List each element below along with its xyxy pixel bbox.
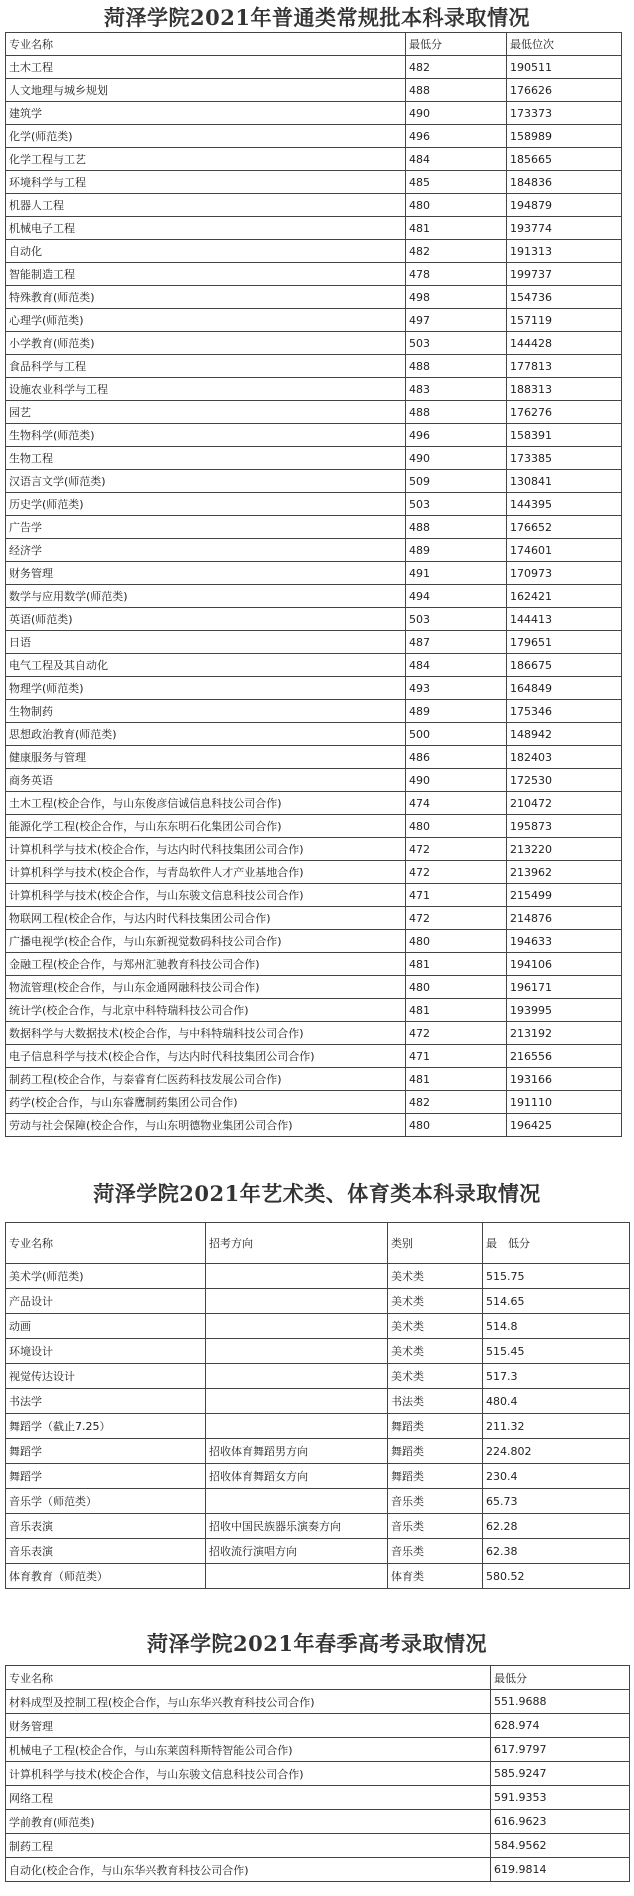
- table-cell: 182403: [507, 746, 622, 769]
- header-cell: 专业名称: [6, 1666, 491, 1690]
- table-cell: 176626: [507, 79, 622, 102]
- table-cell: 194106: [507, 953, 622, 976]
- table-cell: 144395: [507, 493, 622, 516]
- table-row: [6, 1738, 630, 1762]
- table-cell: 515.45: [483, 1339, 630, 1364]
- table-cell: 193774: [507, 217, 622, 240]
- table-row: [6, 999, 622, 1022]
- table-cell: 616.9623: [491, 1810, 630, 1834]
- table-row: [6, 102, 622, 125]
- table-cell: 环境设计: [6, 1339, 206, 1364]
- table-cell: 环境科学与工程: [6, 171, 406, 194]
- table-cell: 580.52: [483, 1564, 630, 1589]
- table-cell: [206, 1364, 388, 1389]
- table-cell: 177813: [507, 355, 622, 378]
- table-cell: 招收中国民族器乐演奏方向: [206, 1514, 388, 1539]
- table-row: [6, 585, 622, 608]
- table-cell: 483: [406, 378, 507, 401]
- table-row: [6, 1714, 630, 1738]
- table-row: [6, 240, 622, 263]
- table-row: [6, 907, 622, 930]
- table-row: [6, 378, 622, 401]
- table-cell: 213192: [507, 1022, 622, 1045]
- table-cell: 自动化(校企合作，与山东华兴教育科技公司合作): [6, 1858, 491, 1882]
- table-cell: 物联网工程(校企合作，与达内时代科技集团公司合作): [6, 907, 406, 930]
- table-cell: 551.9688: [491, 1690, 630, 1714]
- table-cell: 496: [406, 125, 507, 148]
- table-cell: 数据科学与大数据技术(校企合作，与中科特瑞科技公司合作): [6, 1022, 406, 1045]
- table-cell: 517.3: [483, 1364, 630, 1389]
- table-cell: 472: [406, 838, 507, 861]
- table-row: [6, 1834, 630, 1858]
- header-cell: 最低分: [491, 1666, 630, 1690]
- table-row: [6, 1068, 622, 1091]
- table-cell: 招收流行演唱方向: [206, 1539, 388, 1564]
- table-cell: 619.9814: [491, 1858, 630, 1882]
- table-cell: 美术类: [388, 1364, 483, 1389]
- table-cell: 584.9562: [491, 1834, 630, 1858]
- table-cell: 199737: [507, 263, 622, 286]
- table-cell: 157119: [507, 309, 622, 332]
- table-cell: 172530: [507, 769, 622, 792]
- header-cell: 专业名称: [6, 33, 406, 56]
- table-cell: 490: [406, 102, 507, 125]
- table-row: [6, 1539, 630, 1564]
- table-row: [6, 1314, 630, 1339]
- table-cell: 498: [406, 286, 507, 309]
- table-cell: 食品科学与工程: [6, 355, 406, 378]
- table-row: [6, 56, 622, 79]
- table-row: [6, 1858, 630, 1882]
- art-sports-admission-table: [5, 1222, 630, 1589]
- table-cell: 191313: [507, 240, 622, 263]
- table-row: [6, 1114, 622, 1137]
- table-row: [6, 1489, 630, 1514]
- header-row: [6, 1223, 630, 1264]
- table-cell: 金融工程(校企合作，与郑州汇驰教育科技公司合作): [6, 953, 406, 976]
- table-cell: 英语(师范类): [6, 608, 406, 631]
- table-cell: 471: [406, 1045, 507, 1068]
- table-cell: 62.38: [483, 1539, 630, 1564]
- table-cell: 481: [406, 217, 507, 240]
- table-row: [6, 1786, 630, 1810]
- table-cell: 舞蹈类: [388, 1414, 483, 1439]
- table-cell: 154736: [507, 286, 622, 309]
- header-row: [6, 33, 622, 56]
- table-cell: 488: [406, 355, 507, 378]
- table-cell: 585.9247: [491, 1762, 630, 1786]
- table-row: [6, 654, 622, 677]
- table-cell: 170973: [507, 562, 622, 585]
- table-row: [6, 79, 622, 102]
- table-cell: 舞蹈类: [388, 1464, 483, 1489]
- table-cell: 472: [406, 861, 507, 884]
- table-cell: 美术类: [388, 1289, 483, 1314]
- table-cell: 472: [406, 1022, 507, 1045]
- table-cell: 196425: [507, 1114, 622, 1137]
- table-cell: 计算机科学与技术(校企合作，与达内时代科技集团公司合作): [6, 838, 406, 861]
- table-cell: 486: [406, 746, 507, 769]
- table-row: [6, 838, 622, 861]
- table-row: [6, 1514, 630, 1539]
- table-cell: 494: [406, 585, 507, 608]
- table-cell: 496: [406, 424, 507, 447]
- table-cell: 175346: [507, 700, 622, 723]
- table-cell: 制药工程(校企合作，与泰睿育仁医药科技发展公司合作): [6, 1068, 406, 1091]
- table-cell: 196171: [507, 976, 622, 999]
- table-cell: 制药工程: [6, 1834, 491, 1858]
- header-cell: 最低分: [406, 33, 507, 56]
- table-cell: 591.9353: [491, 1786, 630, 1810]
- table-cell: 能源化学工程(校企合作，与山东东明石化集团公司合作): [6, 815, 406, 838]
- header-cell: 最低位次: [507, 33, 622, 56]
- table-cell: 土木工程: [6, 56, 406, 79]
- table-cell: 184836: [507, 171, 622, 194]
- table-cell: 计算机科学与技术(校企合作，与山东骏文信息科技公司合作): [6, 884, 406, 907]
- table-cell: 148942: [507, 723, 622, 746]
- header-cell: 专业名称: [6, 1223, 206, 1264]
- table-cell: [206, 1314, 388, 1339]
- table-cell: 动画: [6, 1314, 206, 1339]
- table-cell: 480: [406, 930, 507, 953]
- table-cell: 化学(师范类): [6, 125, 406, 148]
- section2-title: 菏泽学院2021年艺术类、体育类本科录取情况: [93, 1181, 541, 1206]
- table-row: [6, 286, 622, 309]
- table-cell: 书法类: [388, 1389, 483, 1414]
- table-cell: 488: [406, 401, 507, 424]
- table-cell: 162421: [507, 585, 622, 608]
- table-cell: 482: [406, 1091, 507, 1114]
- table-cell: 生物工程: [6, 447, 406, 470]
- table-row: [6, 1414, 630, 1439]
- table-cell: 214876: [507, 907, 622, 930]
- table-row: [6, 125, 622, 148]
- table-cell: 健康服务与管理: [6, 746, 406, 769]
- table-cell: 158989: [507, 125, 622, 148]
- table-cell: 489: [406, 539, 507, 562]
- table-cell: 土木工程(校企合作，与山东俊彦信诚信息科技公司合作): [6, 792, 406, 815]
- table-cell: 481: [406, 999, 507, 1022]
- table-cell: 179651: [507, 631, 622, 654]
- table-cell: 舞蹈学（截止7.25）: [6, 1414, 206, 1439]
- table-cell: 213962: [507, 861, 622, 884]
- table-cell: 487: [406, 631, 507, 654]
- table-cell: 视觉传达设计: [6, 1364, 206, 1389]
- table-cell: 音乐类: [388, 1539, 483, 1564]
- table-cell: 小学教育(师范类): [6, 332, 406, 355]
- table-cell: 472: [406, 907, 507, 930]
- table-row: [6, 1810, 630, 1834]
- table-row: [6, 700, 622, 723]
- table-cell: 舞蹈学: [6, 1439, 206, 1464]
- table-cell: 心理学(师范类): [6, 309, 406, 332]
- header-cell: 最 低分: [483, 1223, 630, 1264]
- table-cell: 体育类: [388, 1564, 483, 1589]
- table-cell: 497: [406, 309, 507, 332]
- table-cell: 130841: [507, 470, 622, 493]
- table-row: [6, 861, 622, 884]
- table-row: [6, 263, 622, 286]
- table-cell: 515.75: [483, 1264, 630, 1289]
- table-row: [6, 1389, 630, 1414]
- table-row: [6, 516, 622, 539]
- table-cell: 185665: [507, 148, 622, 171]
- table-row: [6, 148, 622, 171]
- table-cell: 统计学(校企合作，与北京中科特瑞科技公司合作): [6, 999, 406, 1022]
- table-row: [6, 1364, 630, 1389]
- table-row: [6, 631, 622, 654]
- table-cell: 509: [406, 470, 507, 493]
- section1-title: 菏泽学院2021年普通类常规批本科录取情况: [104, 5, 530, 30]
- table-cell: [206, 1489, 388, 1514]
- table-cell: 471: [406, 884, 507, 907]
- table-cell: 173385: [507, 447, 622, 470]
- table-cell: 173373: [507, 102, 622, 125]
- table-cell: 机械电子工程: [6, 217, 406, 240]
- table-cell: 材料成型及控制工程(校企合作，与山东华兴教育科技公司合作): [6, 1690, 491, 1714]
- table-cell: 503: [406, 332, 507, 355]
- table-cell: 480.4: [483, 1389, 630, 1414]
- table-cell: 628.974: [491, 1714, 630, 1738]
- table-cell: 音乐表演: [6, 1514, 206, 1539]
- table-cell: 美术类: [388, 1264, 483, 1289]
- table-row: [6, 171, 622, 194]
- table-cell: 计算机科学与技术(校企合作，与青岛软件人才产业基地合作): [6, 861, 406, 884]
- spring-exam-admission-table: [5, 1665, 630, 1882]
- table-cell: 商务英语: [6, 769, 406, 792]
- table-cell: 482: [406, 56, 507, 79]
- table-cell: 481: [406, 1068, 507, 1091]
- table-row: [6, 677, 622, 700]
- table-cell: 经济学: [6, 539, 406, 562]
- table-row: [6, 355, 622, 378]
- regular-admission-table: [5, 32, 622, 1137]
- table-row: [6, 401, 622, 424]
- table-row: [6, 976, 622, 999]
- table-cell: [206, 1389, 388, 1414]
- table-cell: 144413: [507, 608, 622, 631]
- table-cell: 人文地理与城乡规划: [6, 79, 406, 102]
- table-cell: 493: [406, 677, 507, 700]
- table-cell: [206, 1414, 388, 1439]
- table-cell: 490: [406, 769, 507, 792]
- table-cell: 213220: [507, 838, 622, 861]
- table-cell: 学前教育(师范类): [6, 1810, 491, 1834]
- table-cell: 500: [406, 723, 507, 746]
- table-row: [6, 539, 622, 562]
- table-row: [6, 723, 622, 746]
- table-cell: 机械电子工程(校企合作，与山东莱茵科斯特智能公司合作): [6, 1738, 491, 1762]
- table-row: [6, 1439, 630, 1464]
- table-row: [6, 792, 622, 815]
- header-cell: 招考方向: [206, 1223, 388, 1264]
- table-cell: 480: [406, 976, 507, 999]
- table-cell: 193995: [507, 999, 622, 1022]
- table-cell: 186675: [507, 654, 622, 677]
- table-cell: 特殊教育(师范类): [6, 286, 406, 309]
- table-cell: [206, 1289, 388, 1314]
- table-cell: 194879: [507, 194, 622, 217]
- table-cell: 设施农业科学与工程: [6, 378, 406, 401]
- table-cell: 音乐类: [388, 1514, 483, 1539]
- table-row: [6, 1091, 622, 1114]
- table-cell: 电子信息科学与技术(校企合作，与达内时代科技集团公司合作): [6, 1045, 406, 1068]
- table-cell: 汉语言文学(师范类): [6, 470, 406, 493]
- table-row: [6, 930, 622, 953]
- table-cell: 数学与应用数学(师范类): [6, 585, 406, 608]
- table-cell: 503: [406, 493, 507, 516]
- table-row: [6, 746, 622, 769]
- table-cell: 生物科学(师范类): [6, 424, 406, 447]
- table-cell: 215499: [507, 884, 622, 907]
- table-cell: 产品设计: [6, 1289, 206, 1314]
- table-row: [6, 1564, 630, 1589]
- table-cell: 化学工程与工艺: [6, 148, 406, 171]
- table-row: [6, 217, 622, 240]
- table-cell: 224.802: [483, 1439, 630, 1464]
- table-cell: 财务管理: [6, 562, 406, 585]
- table-row: [6, 1045, 622, 1068]
- table-cell: 思想政治教育(师范类): [6, 723, 406, 746]
- table-cell: 机器人工程: [6, 194, 406, 217]
- table-cell: 网络工程: [6, 1786, 491, 1810]
- table-cell: 智能制造工程: [6, 263, 406, 286]
- table-cell: 480: [406, 815, 507, 838]
- table-cell: 482: [406, 240, 507, 263]
- table-cell: 园艺: [6, 401, 406, 424]
- table-row: [6, 194, 622, 217]
- table-cell: 招收体育舞蹈男方向: [206, 1439, 388, 1464]
- table-cell: 485: [406, 171, 507, 194]
- table-row: [6, 332, 622, 355]
- table-row: [6, 953, 622, 976]
- table-cell: [206, 1339, 388, 1364]
- table-cell: 广播电视学(校企合作，与山东新视觉数码科技公司合作): [6, 930, 406, 953]
- table-cell: 计算机科学与技术(校企合作，与山东骏文信息科技公司合作): [6, 1762, 491, 1786]
- table-row: [6, 1264, 630, 1289]
- table-cell: 617.9797: [491, 1738, 630, 1762]
- header-cell: 类别: [388, 1223, 483, 1264]
- table-row: [6, 562, 622, 585]
- table-cell: 514.65: [483, 1289, 630, 1314]
- table-cell: 514.8: [483, 1314, 630, 1339]
- table-cell: 招收体育舞蹈女方向: [206, 1464, 388, 1489]
- table-cell: 音乐表演: [6, 1539, 206, 1564]
- table-cell: 美术类: [388, 1339, 483, 1364]
- header-row: [6, 1666, 630, 1690]
- table-cell: [206, 1264, 388, 1289]
- table-row: [6, 1289, 630, 1314]
- table-cell: 176276: [507, 401, 622, 424]
- table-cell: 491: [406, 562, 507, 585]
- table-cell: 历史学(师范类): [6, 493, 406, 516]
- table-cell: 481: [406, 953, 507, 976]
- table-row: [6, 470, 622, 493]
- table-cell: 488: [406, 516, 507, 539]
- table-cell: 62.28: [483, 1514, 630, 1539]
- table-cell: 230.4: [483, 1464, 630, 1489]
- table-cell: 211.32: [483, 1414, 630, 1439]
- table-row: [6, 1022, 622, 1045]
- table-cell: 广告学: [6, 516, 406, 539]
- table-cell: 490: [406, 447, 507, 470]
- table-row: [6, 884, 622, 907]
- table-cell: 65.73: [483, 1489, 630, 1514]
- table-row: [6, 1339, 630, 1364]
- table-cell: 190511: [507, 56, 622, 79]
- table-row: [6, 1762, 630, 1786]
- table-row: [6, 608, 622, 631]
- table-cell: 474: [406, 792, 507, 815]
- table-cell: 188313: [507, 378, 622, 401]
- table-cell: 194633: [507, 930, 622, 953]
- table-cell: 生物制药: [6, 700, 406, 723]
- table-cell: 自动化: [6, 240, 406, 263]
- table-cell: 舞蹈学: [6, 1464, 206, 1489]
- table-cell: 174601: [507, 539, 622, 562]
- table-cell: 美术类: [388, 1314, 483, 1339]
- table-cell: 503: [406, 608, 507, 631]
- table-row: [6, 815, 622, 838]
- table-cell: 478: [406, 263, 507, 286]
- table-cell: 158391: [507, 424, 622, 447]
- section3-title: 菏泽学院2021年春季高考录取情况: [147, 1631, 487, 1656]
- table-cell: 480: [406, 1114, 507, 1137]
- table-cell: 195873: [507, 815, 622, 838]
- table-row: [6, 1464, 630, 1489]
- table-cell: 财务管理: [6, 1714, 491, 1738]
- table-cell: 舞蹈类: [388, 1439, 483, 1464]
- table-row: [6, 447, 622, 470]
- table-cell: 210472: [507, 792, 622, 815]
- table-cell: 日语: [6, 631, 406, 654]
- table-cell: 物理学(师范类): [6, 677, 406, 700]
- table-row: [6, 309, 622, 332]
- table-cell: 音乐学（师范类）: [6, 1489, 206, 1514]
- table-cell: 216556: [507, 1045, 622, 1068]
- table-cell: 电气工程及其自动化: [6, 654, 406, 677]
- table-cell: 176652: [507, 516, 622, 539]
- table-row: [6, 769, 622, 792]
- table-cell: 489: [406, 700, 507, 723]
- table-cell: 药学(校企合作，与山东睿鹰制药集团公司合作): [6, 1091, 406, 1114]
- table-cell: 480: [406, 194, 507, 217]
- table-cell: 191110: [507, 1091, 622, 1114]
- table-cell: [206, 1564, 388, 1589]
- table-cell: 484: [406, 148, 507, 171]
- table-cell: 书法学: [6, 1389, 206, 1414]
- table-cell: 193166: [507, 1068, 622, 1091]
- table-cell: 美术学(师范类): [6, 1264, 206, 1289]
- table-cell: 劳动与社会保障(校企合作，与山东明德物业集团公司合作): [6, 1114, 406, 1137]
- table-cell: 音乐类: [388, 1489, 483, 1514]
- table-cell: 体育教育（师范类）: [6, 1564, 206, 1589]
- table-cell: 164849: [507, 677, 622, 700]
- table-cell: 144428: [507, 332, 622, 355]
- table-row: [6, 493, 622, 516]
- table-row: [6, 1690, 630, 1714]
- table-cell: 488: [406, 79, 507, 102]
- table-cell: 物流管理(校企合作，与山东金通网融科技公司合作): [6, 976, 406, 999]
- table-cell: 建筑学: [6, 102, 406, 125]
- table-row: [6, 424, 622, 447]
- table-cell: 484: [406, 654, 507, 677]
